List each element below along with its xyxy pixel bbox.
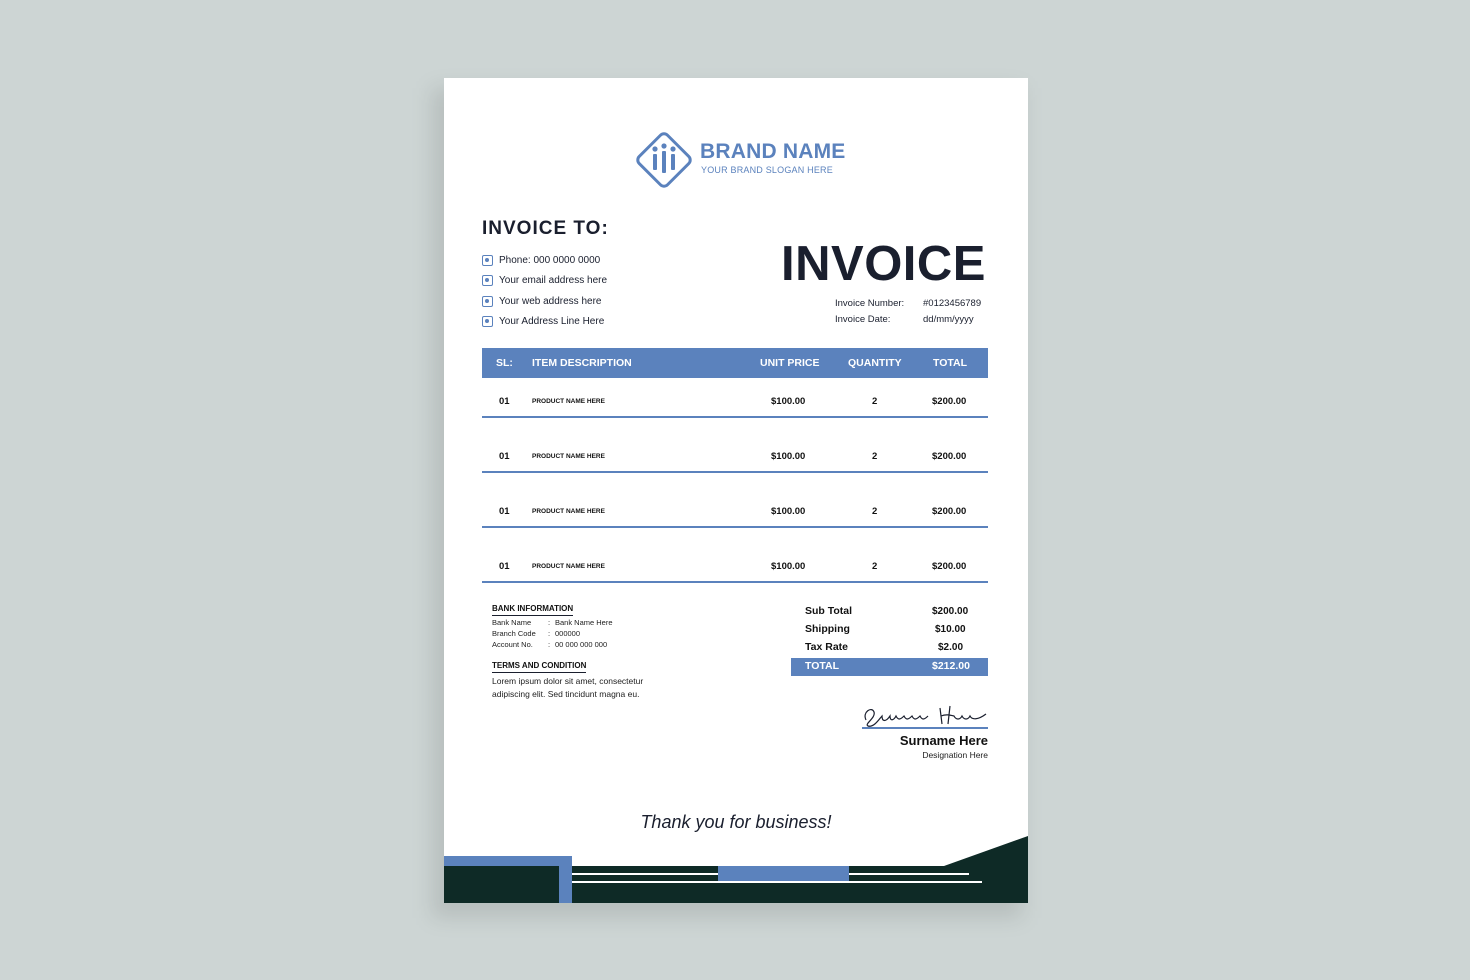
brand-slogan: YOUR BRAND SLOGAN HERE (701, 165, 833, 175)
contact-email-text: Your email address here (499, 274, 608, 286)
shipping-value: $10.00 (935, 624, 966, 635)
terms-line-1: Lorem ipsum dolor sit amet, consectetur (492, 676, 644, 686)
row-quantity: 2 (872, 396, 878, 407)
thank-you-message: Thank you for business! (640, 812, 832, 832)
row-total: $200.00 (932, 396, 967, 407)
contact-email (482, 273, 607, 287)
row-divider (482, 581, 988, 583)
invoice-number-label: Invoice Number: (835, 298, 905, 309)
row-unit-price: $100.00 (771, 506, 806, 517)
location-icon (482, 316, 493, 327)
branch-code-sep: : (548, 629, 551, 638)
row-description: PRODUCT NAME HERE (532, 563, 605, 570)
invoice-date-label: Invoice Date: (835, 314, 891, 325)
invoice-date-value: dd/mm/yyyy (923, 314, 974, 325)
row-quantity: 2 (872, 451, 878, 462)
row-total: $200.00 (932, 561, 967, 572)
row-quantity: 2 (872, 506, 878, 517)
contact-address-text: Your Address Line Here (499, 315, 605, 327)
contact-phone-text: Phone: 000 0000 0000 (499, 254, 601, 266)
signature (860, 698, 988, 730)
header-quantity: QUANTITY (848, 357, 902, 369)
shipping-label: Shipping (805, 623, 850, 635)
row-total: $200.00 (932, 506, 967, 517)
row-description: PRODUCT NAME HERE (532, 398, 605, 405)
tax-rate-label: Tax Rate (805, 641, 848, 653)
row-description: PRODUCT NAME HERE (532, 453, 605, 460)
invoice-number-value: #0123456789 (923, 298, 982, 309)
bank-info-heading: BANK INFORMATION (492, 604, 573, 616)
signer-name: Surname Here (899, 733, 988, 748)
row-unit-price: $100.00 (771, 396, 806, 407)
bank-name-value: Bank Name Here (555, 618, 613, 627)
row-quantity: 2 (872, 561, 878, 572)
branch-code-label: Branch Code (492, 629, 536, 638)
row-unit-price: $100.00 (771, 451, 806, 462)
tax-rate-value: $2.00 (938, 642, 964, 653)
row-sl: 01 (499, 396, 510, 407)
row-unit-price: $100.00 (771, 561, 806, 572)
signer-designation: Designation Here (922, 750, 988, 760)
row-sl: 01 (499, 451, 510, 462)
row-divider (482, 416, 988, 418)
grand-total-bar (791, 658, 988, 676)
brand-logo-icon (634, 130, 694, 190)
table-header (482, 348, 988, 378)
terms-heading: TERMS AND CONDITION (492, 661, 586, 673)
signature-line (862, 727, 988, 729)
contact-web-text: Your web address here (499, 295, 602, 307)
bank-name-label: Bank Name (492, 618, 532, 627)
phone-icon (482, 255, 493, 266)
header-unit-price: UNIT PRICE (760, 357, 820, 369)
row-sl: 01 (499, 561, 510, 572)
row-description: PRODUCT NAME HERE (532, 508, 605, 515)
contact-web (482, 294, 601, 308)
account-no-sep: : (548, 640, 551, 649)
invoice-page (444, 78, 1028, 903)
invoice-to-heading: INVOICE TO: (482, 218, 609, 239)
subtotal-label: Sub Total (805, 605, 853, 617)
account-no-label: Account No. (492, 640, 533, 649)
subtotal-value: $200.00 (932, 606, 969, 617)
contact-phone (482, 253, 600, 267)
row-divider (482, 526, 988, 528)
terms-line-2: adipiscing elit. Sed tincidunt magna eu. (492, 689, 640, 699)
contact-address (482, 314, 604, 328)
branch-code-value: 000000 (555, 629, 581, 638)
header-sl: SL: (496, 357, 513, 369)
grand-total-label: TOTAL (805, 660, 840, 672)
bank-name-sep: : (548, 618, 551, 627)
account-no-value: 00 000 000 000 (555, 640, 608, 649)
email-icon (482, 275, 493, 286)
row-sl: 01 (499, 506, 510, 517)
brand-name: BRAND NAME (700, 140, 846, 163)
web-icon (482, 296, 493, 307)
invoice-title: INVOICE (781, 237, 986, 291)
footer-decoration (444, 833, 1028, 903)
header-total: TOTAL (933, 357, 968, 369)
row-total: $200.00 (932, 451, 967, 462)
grand-total-value: $212.00 (932, 660, 970, 672)
row-divider (482, 471, 988, 473)
terms-body (492, 675, 672, 701)
header-description: ITEM DESCRIPTION (532, 357, 632, 369)
